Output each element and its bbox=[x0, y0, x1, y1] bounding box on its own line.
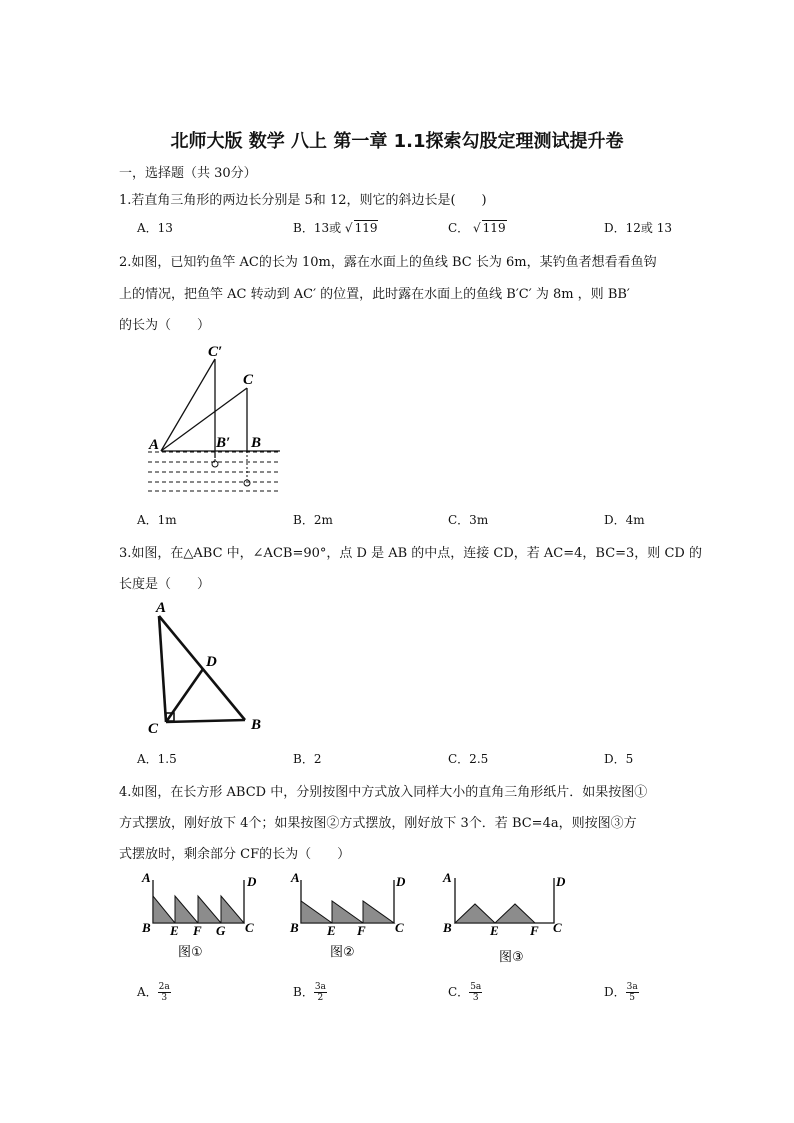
label-a: A bbox=[156, 600, 167, 616]
sqrt-symbol: √ 119 bbox=[344, 221, 378, 235]
label-f: F bbox=[193, 923, 202, 938]
side-ab bbox=[159, 616, 245, 720]
triangle-2 bbox=[175, 896, 198, 923]
label-f: F bbox=[530, 923, 539, 938]
label-c: C bbox=[553, 920, 562, 935]
label-a: A bbox=[291, 870, 300, 885]
sqrt-symbol: √ 119 bbox=[473, 221, 506, 235]
q4-option-b bbox=[293, 982, 327, 1003]
numerator: 3a bbox=[626, 982, 638, 992]
q1-option-c-radicand: 119 bbox=[482, 221, 506, 235]
label-b-prime: B′ bbox=[216, 435, 231, 451]
figure-caption: 图① bbox=[178, 945, 203, 960]
section-heading: 一，选择题（共 30分） bbox=[119, 166, 257, 181]
denominator: 3 bbox=[161, 993, 168, 1003]
q1-option-b bbox=[293, 219, 378, 236]
fraction bbox=[626, 982, 639, 1003]
q1-option-c-prefix: C． bbox=[448, 221, 470, 235]
label-b: B bbox=[142, 920, 151, 935]
triangle-1 bbox=[153, 896, 175, 923]
q3-line2: 长度是（ ） bbox=[119, 577, 211, 592]
triangle-3 bbox=[198, 896, 221, 923]
triangle-3 bbox=[363, 901, 394, 923]
q1-option-c bbox=[448, 219, 507, 236]
triangle-1 bbox=[455, 904, 495, 923]
label-b: B bbox=[251, 717, 262, 733]
q3-figure bbox=[140, 596, 270, 741]
q2-option-d: D．4m bbox=[604, 513, 645, 527]
q3-line1: 3.如图，在△ABC 中，∠ACB=90°，点 D 是 AB 的中点，连接 CD，若 AC=4，BC=3，则 CD 的 bbox=[119, 546, 702, 561]
label-c: C bbox=[148, 721, 159, 737]
label-c: C bbox=[245, 920, 254, 935]
denominator: 2 bbox=[317, 993, 324, 1003]
q4-option-d bbox=[604, 982, 639, 1003]
fraction bbox=[469, 982, 482, 1003]
side-ac bbox=[159, 616, 166, 722]
q4-option-b-prefix: B． bbox=[293, 985, 314, 999]
q4-option-c-prefix: C． bbox=[448, 985, 470, 999]
q4-option-d-prefix: D． bbox=[604, 985, 626, 999]
q1-option-b-radicand: 119 bbox=[354, 221, 378, 235]
rod-ac bbox=[161, 388, 247, 451]
label-e: E bbox=[327, 923, 336, 938]
label-c: C bbox=[395, 920, 404, 935]
q3-option-b: B．2 bbox=[293, 752, 322, 766]
q4-figure-1 bbox=[138, 868, 268, 963]
label-e: E bbox=[490, 923, 499, 938]
figure-caption: 图② bbox=[330, 945, 355, 960]
median-cd bbox=[166, 669, 203, 722]
page-title: 北师大版 数学 八上 第一章 1.1探索勾股定理测试提升卷 bbox=[170, 131, 624, 152]
label-a: A bbox=[149, 437, 160, 453]
triangle-4 bbox=[221, 896, 244, 923]
label-g: G bbox=[216, 923, 226, 938]
label-b: B bbox=[251, 435, 262, 451]
label-d: D bbox=[247, 874, 257, 889]
label-f: F bbox=[357, 923, 366, 938]
numerator: 2a bbox=[158, 982, 170, 992]
label-e: E bbox=[170, 923, 179, 938]
q4-option-c bbox=[448, 982, 482, 1003]
fraction bbox=[158, 982, 171, 1003]
label-d: D bbox=[556, 874, 566, 889]
triangle-1 bbox=[301, 901, 332, 923]
q2-line1: 2.如图，已知钓鱼竿 AC的长为 10m，露在水面上的鱼线 BC 长为 6m，某钓鱼者想看看鱼钩 bbox=[119, 255, 657, 270]
q4-option-a bbox=[137, 982, 171, 1003]
q2-figure bbox=[140, 338, 290, 498]
q3-option-a: A．1.5 bbox=[137, 752, 177, 766]
denominator: 3 bbox=[472, 993, 479, 1003]
fraction bbox=[314, 982, 327, 1003]
label-b: B bbox=[290, 920, 299, 935]
q2-option-a: A．1m bbox=[137, 513, 177, 527]
q4-line2: 方式摆放，刚好放下 4个；如果按图②方式摆放，刚好放下 3个．若 BC=4a，则按图③方 bbox=[119, 816, 637, 831]
q1-stem: 1.若直角三角形的两边长分别是 5和 12，则它的斜边长是( ) bbox=[119, 193, 487, 208]
hook-b bbox=[244, 480, 250, 486]
numerator: 3a bbox=[314, 982, 326, 992]
q4-line3: 式摆放时，剩余部分 CF的长为（ ） bbox=[119, 847, 351, 862]
rod-ac-prime bbox=[161, 359, 215, 451]
label-d: D bbox=[206, 654, 217, 670]
side-cb bbox=[166, 720, 245, 722]
q1-option-b-prefix: B．13或 bbox=[293, 221, 342, 235]
numerator: 5a bbox=[470, 982, 482, 992]
q4-figure-3 bbox=[439, 868, 579, 968]
figure-caption: 图③ bbox=[499, 950, 524, 965]
label-c-prime: C′ bbox=[208, 344, 223, 360]
label-a: A bbox=[142, 870, 151, 885]
label-d: D bbox=[396, 874, 406, 889]
label-b: B bbox=[443, 920, 452, 935]
q2-option-b: B．2m bbox=[293, 513, 333, 527]
q2-option-c: C．3m bbox=[448, 513, 489, 527]
q4-figure-2 bbox=[287, 868, 417, 963]
q2-line3: 的长为（ ） bbox=[119, 318, 211, 333]
triangle-2 bbox=[495, 904, 535, 923]
label-a: A bbox=[443, 870, 452, 885]
triangle-2 bbox=[332, 901, 363, 923]
q3-option-c: C．2.5 bbox=[448, 752, 489, 766]
q4-line1: 4.如图，在长方形 ABCD 中，分别按图中方式放入同样大小的直角三角形纸片．如果按图① bbox=[119, 785, 648, 800]
q2-line2: 上的情况，把鱼竿 AC 转动到 AC′ 的位置，此时露在水面上的鱼线 B′C′ 为 8m ，则 BB′ bbox=[119, 287, 630, 302]
q1-option-d: D．12或 13 bbox=[604, 221, 672, 235]
denominator: 5 bbox=[629, 993, 636, 1003]
q4-option-a-prefix: A． bbox=[137, 985, 158, 999]
label-c: C bbox=[243, 372, 254, 388]
q3-option-d: D．5 bbox=[604, 752, 634, 766]
q1-option-a: A．13 bbox=[137, 221, 173, 235]
